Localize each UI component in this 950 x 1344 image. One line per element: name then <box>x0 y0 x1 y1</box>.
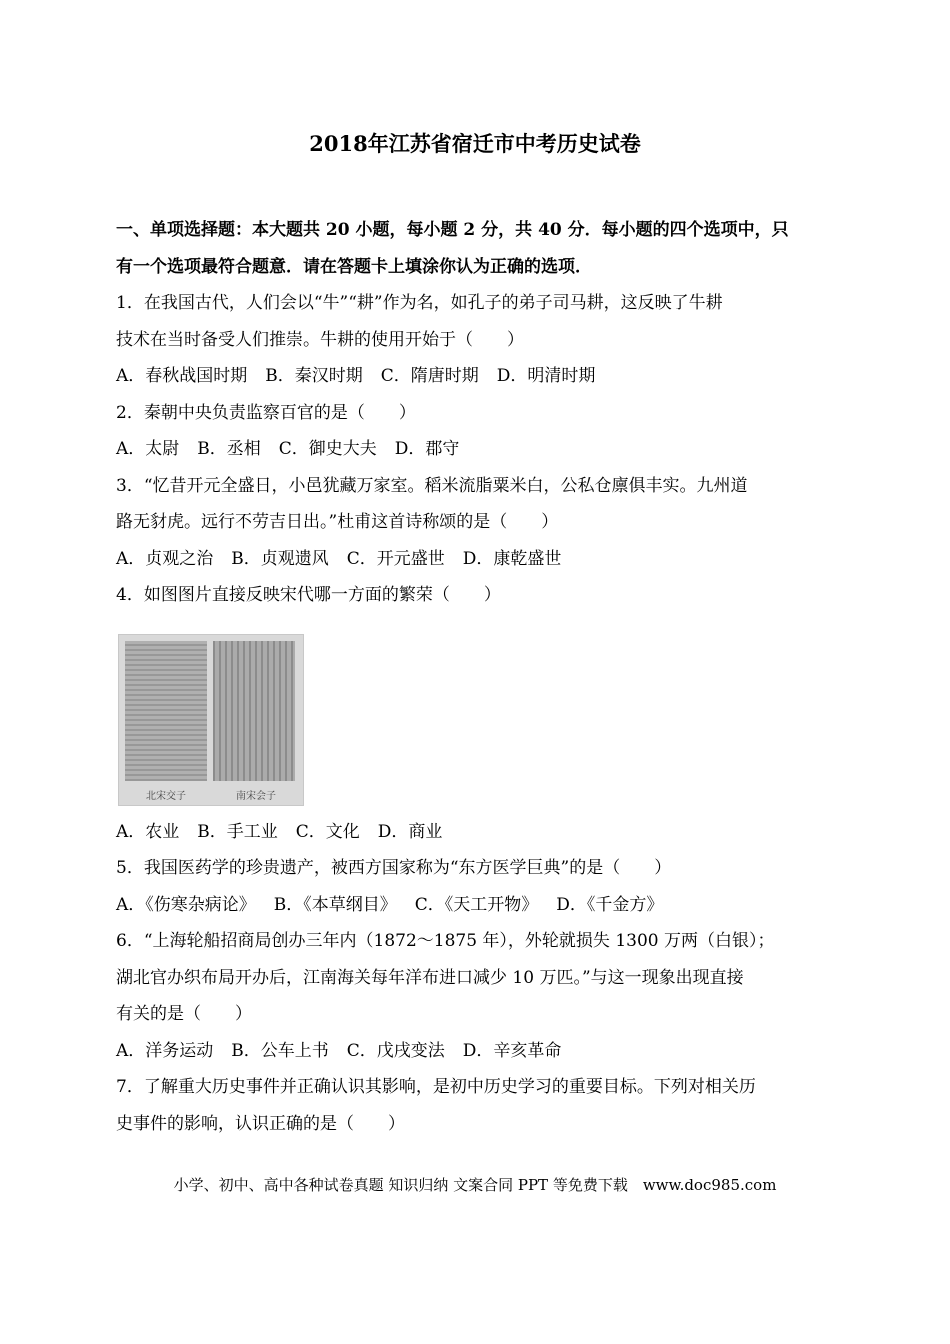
option-d: D．郡守 <box>394 439 460 459</box>
question-text: 4．如图图片直接反映宋代哪一方面的繁荣（ ） <box>116 585 501 605</box>
options-row <box>116 431 840 468</box>
question-4 <box>116 577 840 850</box>
option-c: C．开元盛世 <box>346 548 445 569</box>
section-heading-line-2: 有一个选项最符合题意．请在答题卡上填涂你认为正确的选项． <box>116 256 592 277</box>
option-c: C．御史大夫 <box>278 439 377 459</box>
option-c: C．隋唐时期 <box>380 366 479 386</box>
option-a: A．贞观之治 <box>116 548 214 569</box>
options-row <box>116 814 840 851</box>
options-row <box>116 358 840 395</box>
option-d: D．商业 <box>377 821 443 842</box>
question-text: 2．秦朝中央负责监察百官的是（ ） <box>116 402 416 423</box>
question-3 <box>116 468 840 578</box>
question-text: 路无豺虎。远行不劳吉日出。”杜甫这首诗称颂的是（ ） <box>116 512 559 532</box>
question-text: 史事件的影响，认识正确的是（ ） <box>116 1113 405 1134</box>
option-b: B．《本草纲目》 <box>273 894 397 915</box>
option-d: D．康乾盛世 <box>462 548 562 569</box>
question-6 <box>116 923 840 1069</box>
option-c: C．戊戌变法 <box>346 1040 445 1061</box>
question-text: 技术在当时备受人们推崇。牛耕的使用开始于（ ） <box>116 329 524 350</box>
exam-content <box>116 212 840 1142</box>
option-a: A．洋务运动 <box>116 1040 214 1061</box>
question-text: 5．我国医药学的珍贵遗产，被西方国家称为“东方医学巨典”的是（ ） <box>116 858 672 878</box>
option-a: A．农业 <box>116 821 180 842</box>
question-text: 有关的是（ ） <box>116 1004 252 1024</box>
option-d: D．《千金方》 <box>556 894 664 915</box>
jiaozi-note-image <box>125 641 207 781</box>
question-1 <box>116 285 840 395</box>
option-c: C．文化 <box>295 821 360 842</box>
figure-caption-right: 南宋会子 <box>236 790 276 802</box>
option-a: A．《伤寒杂病论》 <box>116 894 256 915</box>
page-footer: 小学、初中、高中各种试卷真题 知识归纳 文案合同 PPT 等免费下载 www.doc985.com <box>173 1176 777 1194</box>
question-text: 3．“忆昔开元全盛日，小邑犹藏万家室。稻米流脂粟米白，公私仓廪俱丰实。九州道 <box>116 475 748 496</box>
options-row <box>116 1033 840 1070</box>
question-text: 1．在我国古代，人们会以“牛”“耕”作为名，如孔子的弟子司马耕，这反映了牛耕 <box>116 293 723 313</box>
section-heading-line-1: 一、单项选择题：本大题共 20 小题，每小题 2 分，共 40 分．每小题的四个选项中，只 <box>116 220 789 240</box>
figure-caption-left: 北宋交子 <box>146 790 186 802</box>
options-row <box>116 541 840 578</box>
question-text: 6．“上海轮船招商局创办三年内（1872～1875 年），外轮就损失 1300 万两（白银）； <box>116 931 775 951</box>
option-b: B．丞相 <box>197 439 261 459</box>
song-paper-money-image <box>118 634 304 806</box>
question-text: 7．了解重大历史事件并正确认识其影响，是初中历史学习的重要目标。下列对相关历 <box>116 1077 756 1097</box>
question-text: 湖北官办织布局开办后，江南海关每年洋布进口减少 10 万匹。”与这一现象出现直接 <box>116 967 744 988</box>
option-c: C．《天工开物》 <box>414 894 539 915</box>
option-b: B．秦汉时期 <box>265 366 363 386</box>
option-a: A．春秋战国时期 <box>116 366 248 386</box>
question-7 <box>116 1069 840 1142</box>
option-a: A．太尉 <box>116 439 180 459</box>
option-b: B．公车上书 <box>231 1040 329 1061</box>
option-d: D．辛亥革命 <box>462 1040 562 1061</box>
options-row <box>116 887 840 924</box>
question-2 <box>116 395 840 468</box>
option-d: D．明清时期 <box>496 366 596 386</box>
option-b: B．贞观遗风 <box>231 548 329 569</box>
question-5 <box>116 850 840 923</box>
page-title: 2018年江苏省宿迁市中考历史试卷 <box>309 131 641 156</box>
option-b: B．手工业 <box>197 821 278 842</box>
huizi-note-image <box>213 641 295 781</box>
